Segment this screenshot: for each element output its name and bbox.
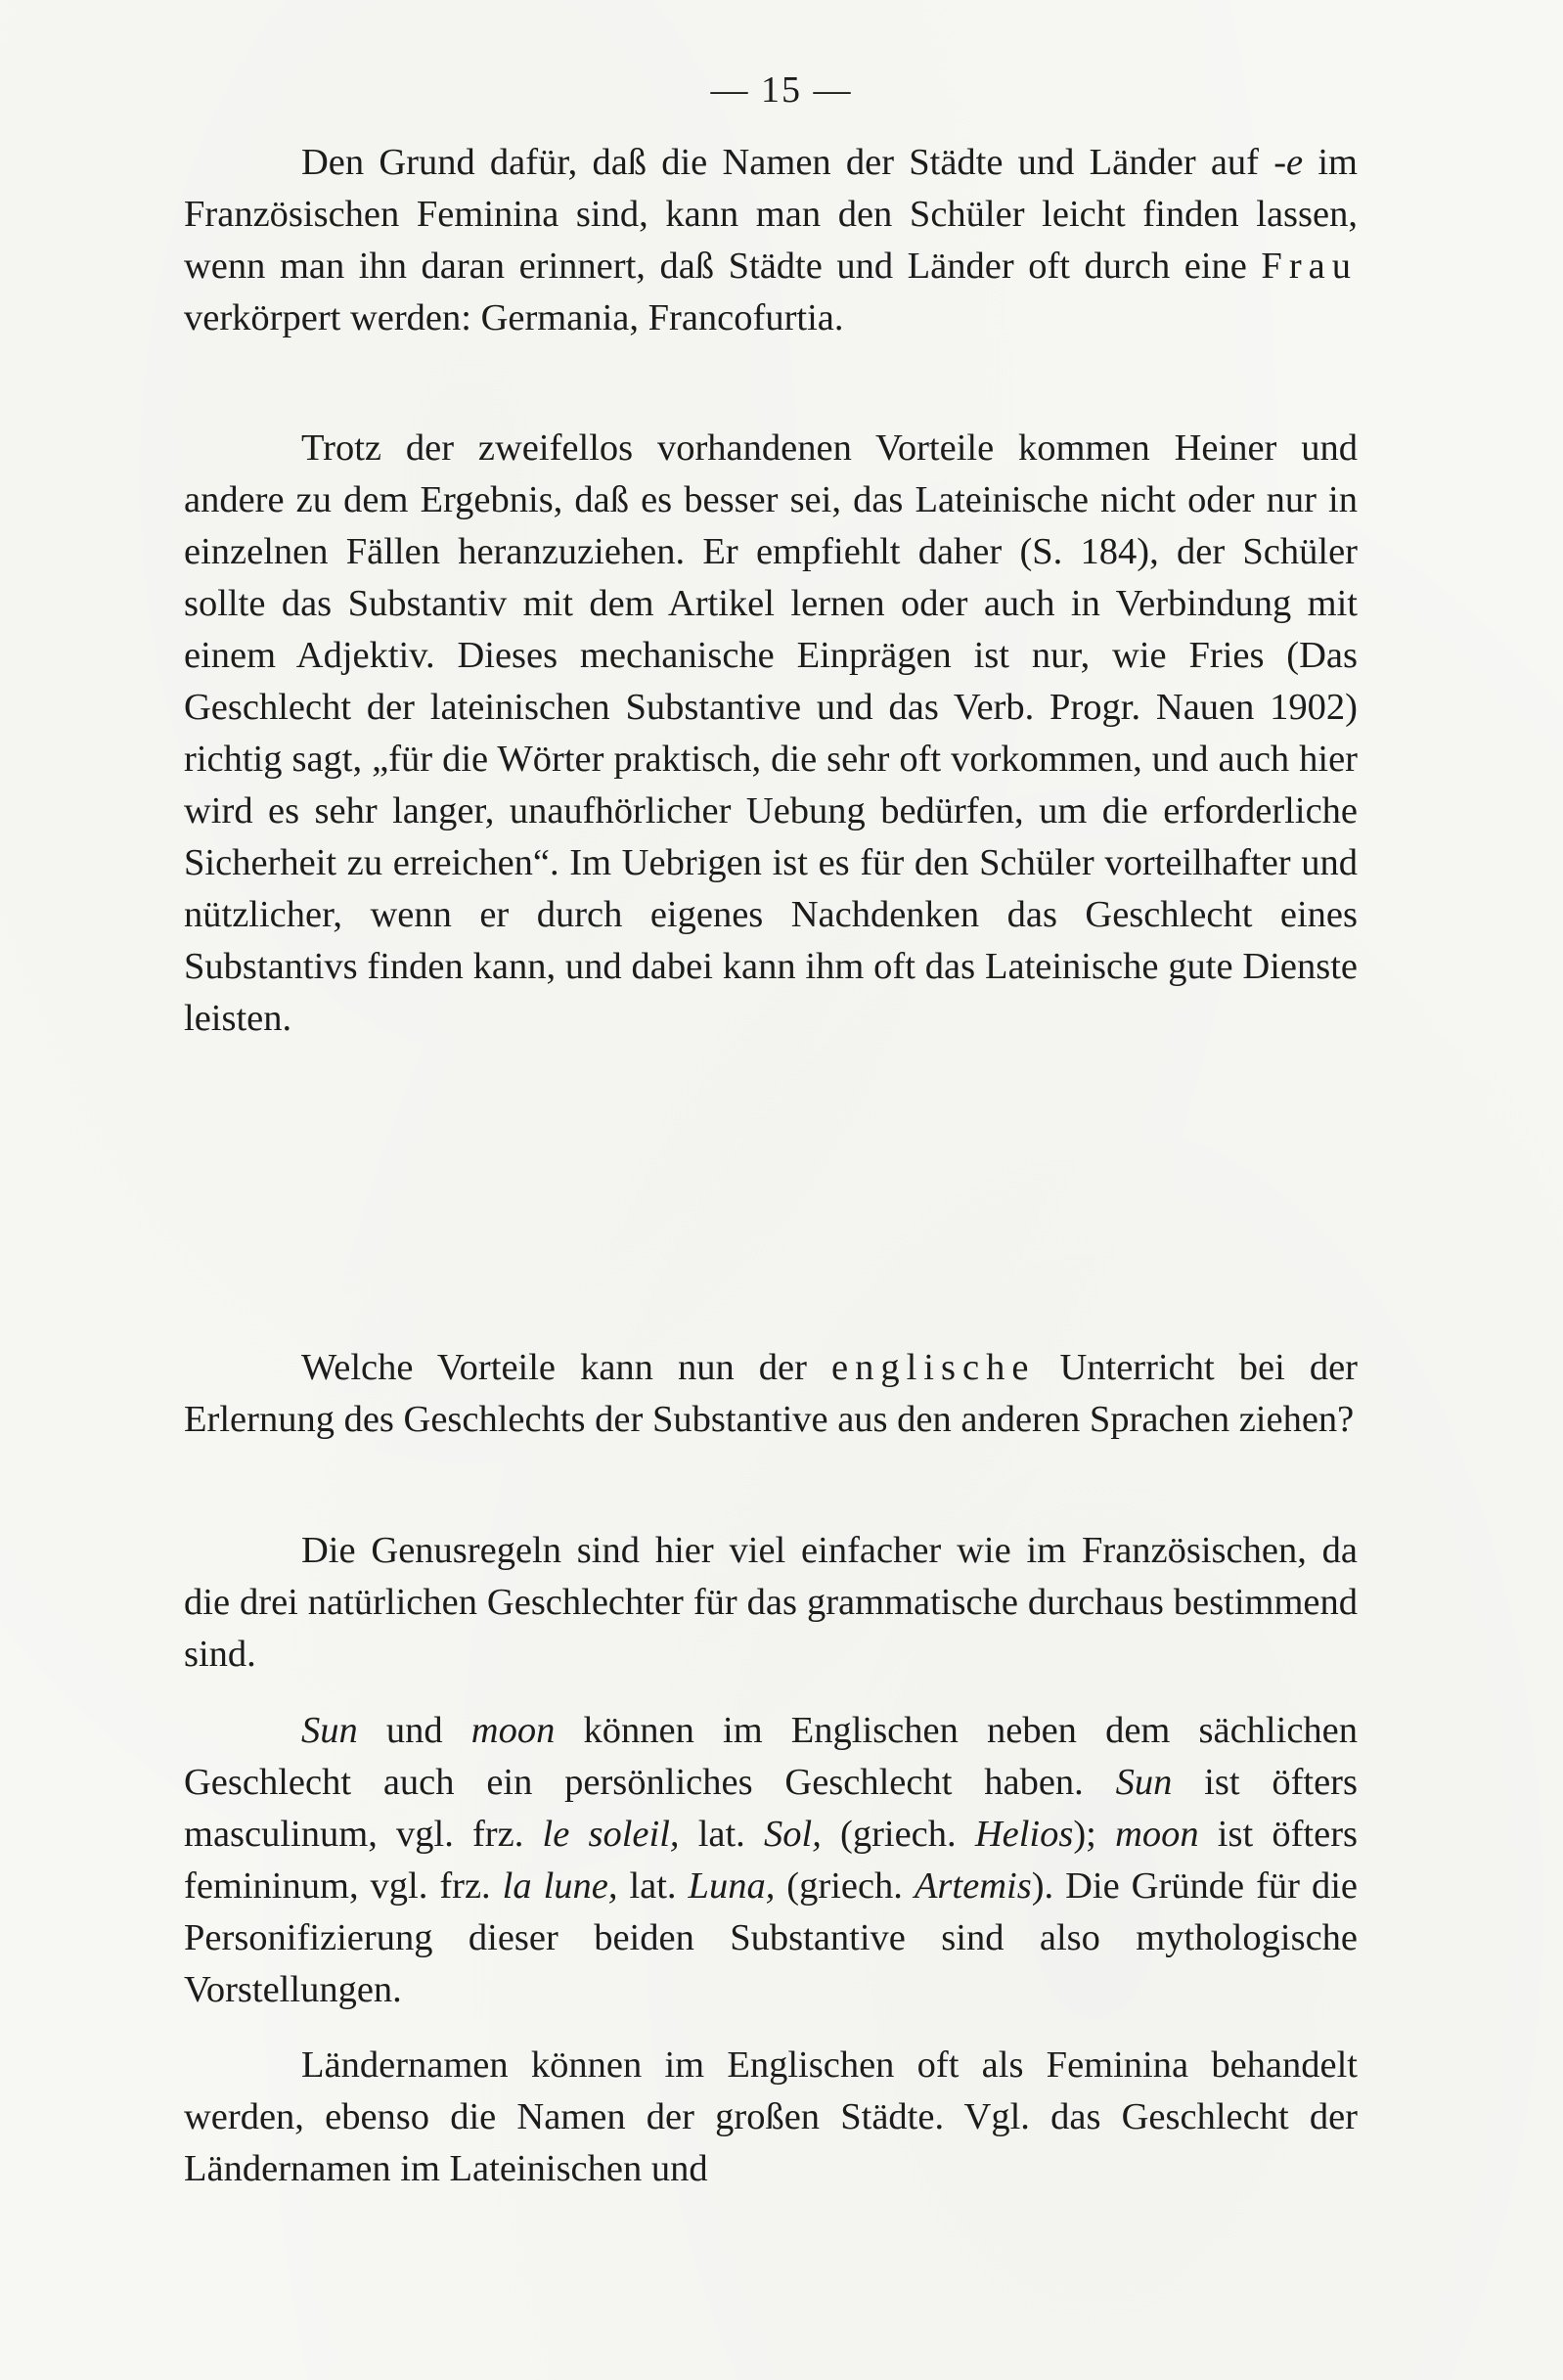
emphasized-word: Frau xyxy=(1261,246,1358,287)
paragraph-text: Ländernamen können im Englischen oft als Feminina behandelt werden, ebenso die Namen der großen Städte. Vgl. das Geschlecht der Ländernamen im Lateinischen und xyxy=(184,2044,1358,2189)
italic-word: la lune, xyxy=(502,1865,618,1907)
italic-word: le soleil, xyxy=(542,1814,680,1855)
italic-word: Sun xyxy=(1115,1762,1173,1803)
text-run: lat. xyxy=(679,1814,764,1855)
italic-word: Artemis xyxy=(914,1865,1032,1907)
paragraph-sun-moon xyxy=(184,1705,1358,2016)
text-run: und xyxy=(357,1710,471,1751)
text-run: Unterricht bei der Erlernung des Geschlechts der Substantive aus den anderen Sprachen ziehen? xyxy=(184,1347,1358,1440)
page-number: — 15 — xyxy=(710,69,853,111)
text-run: im Französischen Feminina sind, kann man den Schüler leicht finden lassen, wenn man ihn daran erinnert, daß Städte und Länder oft durch eine xyxy=(184,142,1358,287)
paragraph-text: Die Genusregeln sind hier viel einfacher wie im Französischen, da die drei natürlichen Geschlechter für das grammatische durchaus bestimmend sind. xyxy=(184,1530,1358,1675)
paragraph-country-names xyxy=(184,2040,1358,2195)
italic-word: Helios xyxy=(974,1814,1074,1855)
italic-word: Luna, xyxy=(688,1865,776,1907)
paragraph-heiner-fries xyxy=(184,423,1358,1045)
text-run: Den Grund dafür, daß die Namen der Städte und Länder auf xyxy=(301,142,1274,183)
emphasized-word: englische xyxy=(831,1347,1036,1388)
paragraph-text xyxy=(184,1705,1358,2016)
italic-word: moon xyxy=(470,1710,556,1751)
text-run: können im Englischen neben dem sächlichen Geschlecht auch ein persönliches Geschlecht haben. xyxy=(184,1710,1358,1803)
italic-suffix: -e xyxy=(1273,142,1304,183)
text-run: ist öfters masculinum, vgl. frz. xyxy=(184,1762,1358,1855)
text-run: ). Die Gründe für die Personifizierung dieser beiden Substantive sind also mythologische Vorstellungen. xyxy=(184,1865,1358,2010)
text-run: (griech. xyxy=(775,1865,915,1907)
italic-word: Sol, xyxy=(764,1814,822,1855)
paragraph-text xyxy=(184,137,1358,344)
italic-word: Sun xyxy=(301,1710,358,1751)
paragraph-english-question xyxy=(184,1342,1358,1446)
paragraph-text xyxy=(184,1342,1358,1446)
text-run: lat. xyxy=(617,1865,689,1907)
paragraph-genus-rules xyxy=(184,1525,1358,1681)
text-run: ); xyxy=(1073,1814,1116,1855)
text-run: Welche Vorteile kann nun der xyxy=(301,1347,832,1388)
text-run: (griech. xyxy=(821,1814,975,1855)
paragraph-city-country-feminine xyxy=(184,137,1358,344)
text-run: ist öfters femininum, vgl. frz. xyxy=(184,1814,1359,1907)
text-run: verkörpert werden: Germania, Francofurtia. xyxy=(184,297,844,338)
italic-word: moon xyxy=(1115,1814,1199,1855)
paragraph-text: Trotz der zweifellos vorhandenen Vorteile kommen Heiner und andere zu dem Ergebnis, daß es besser sei, das Lateinische nicht oder nur in einzelnen Fällen heranzuziehen. Er empfiehlt daher (S. 184), der Schüler sollte das Substantiv mit dem Artikel lernen oder auch in Verbindung mit einem Adjektiv. Dieses mechanische Einprägen ist nur, wie Fries (Das Geschlecht der lateinischen Substantive und das Verb. Progr. Nauen 1902) richtig sagt, „für die Wörter praktisch, die sehr oft vorkommen, und auch hier wird es sehr langer, unaufhörlicher Uebung bedürfen, um die erforderliche Sicherheit zu erreichen“. Im Uebrigen ist es für den Schüler vorteilhafter und nützlicher, wenn er durch eigenes Nachdenken das Geschlecht eines Substantivs finden kann, und dabei kann ihm oft das Lateinische gute Dienste leisten. xyxy=(184,427,1358,1039)
